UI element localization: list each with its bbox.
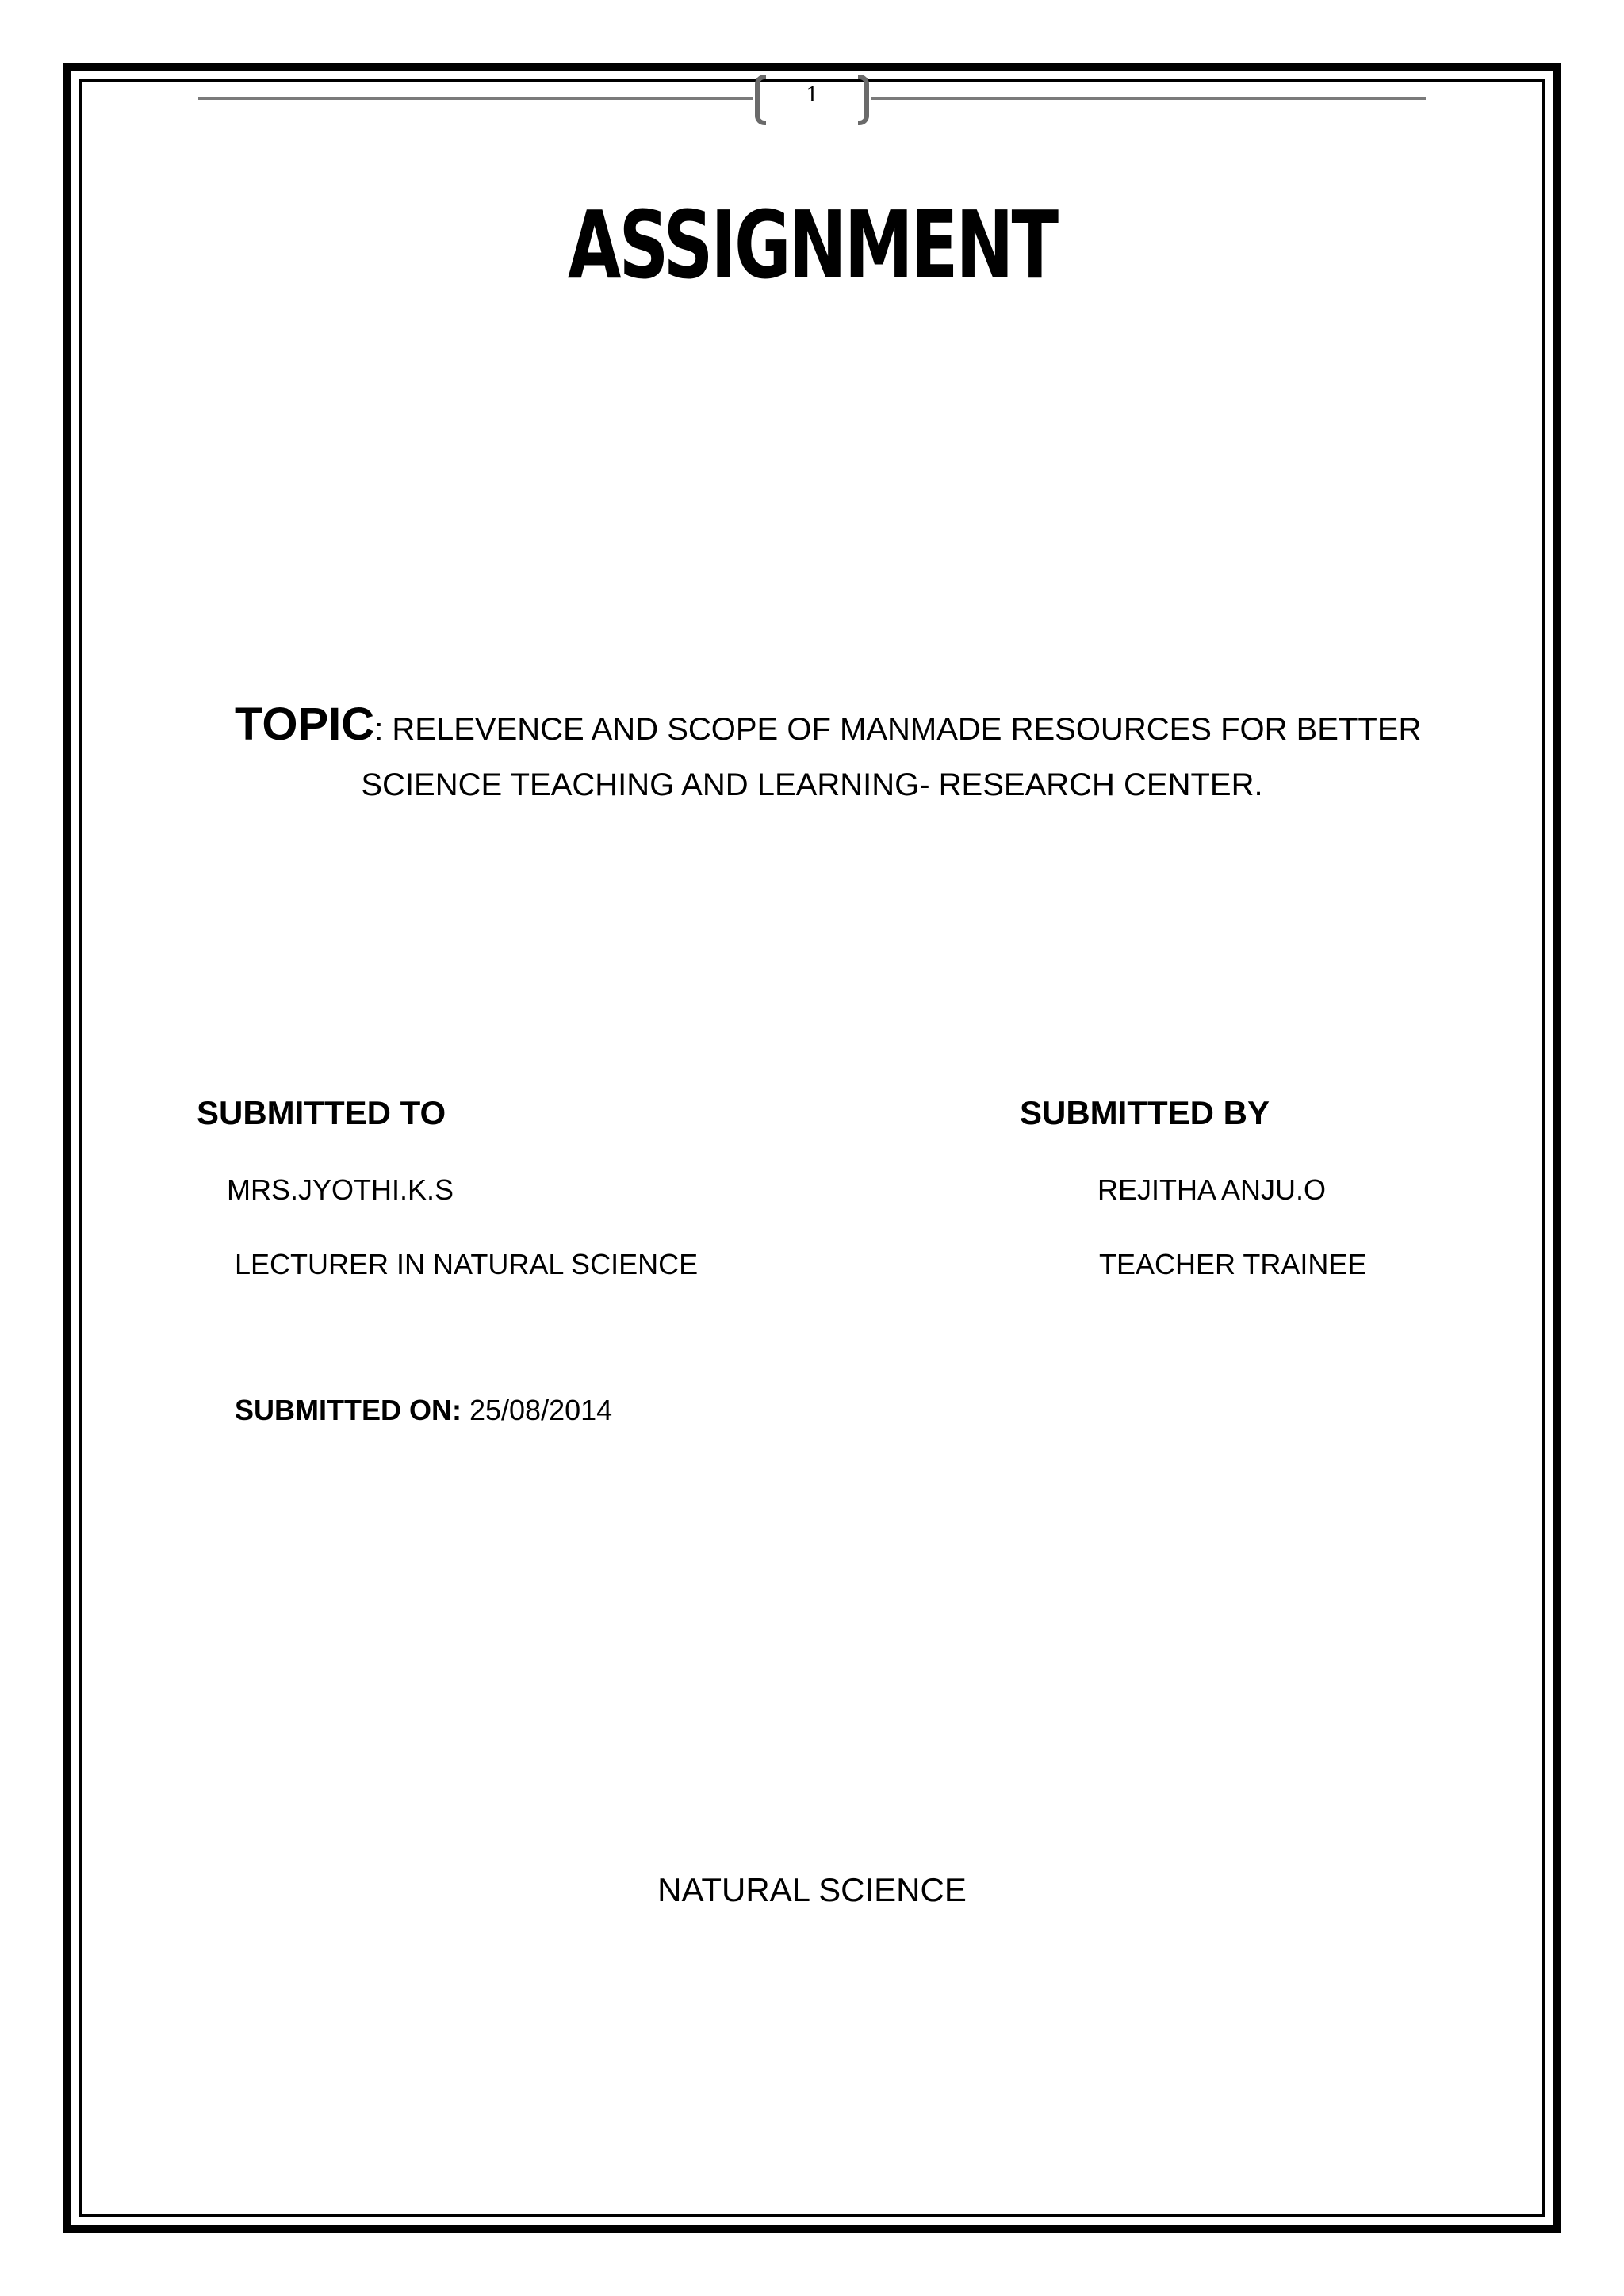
topic-line-1	[235, 698, 1421, 751]
submitted-to-name: MRS.JYOTHI.K.S	[227, 1173, 454, 1206]
submitted-on	[235, 1394, 612, 1427]
submitted-to-heading: SUBMITTED TO	[197, 1094, 446, 1131]
topic-text-line-2: SCIENCE TEACHING AND LEARNING- RESEARCH CENTER.	[361, 767, 1263, 802]
submitted-by-name: REJITHA ANJU.O	[1097, 1173, 1327, 1206]
page-number: 1	[806, 81, 818, 107]
header-rule-right	[871, 97, 1426, 100]
subject-footer: NATURAL SCIENCE	[657, 1871, 967, 1908]
submitted-by-designation: TEACHER TRAINEE	[1099, 1248, 1367, 1280]
submitted-on-label: SUBMITTED ON:	[235, 1394, 462, 1426]
page-number-bracket	[755, 75, 869, 125]
submitted-by-heading: SUBMITTED BY	[1020, 1094, 1270, 1131]
topic-text-line-1: : RELEVENCE AND SCOPE OF MANMADE RESOURCES FOR BETTER	[374, 712, 1422, 747]
submitted-to-designation: LECTURER IN NATURAL SCIENCE	[235, 1248, 699, 1280]
document-title: ASSIGNMENT	[567, 190, 1057, 300]
header-rule-left	[198, 97, 753, 100]
topic-label: TOPIC	[235, 698, 375, 750]
submitted-on-date: 25/08/2014	[461, 1394, 613, 1426]
